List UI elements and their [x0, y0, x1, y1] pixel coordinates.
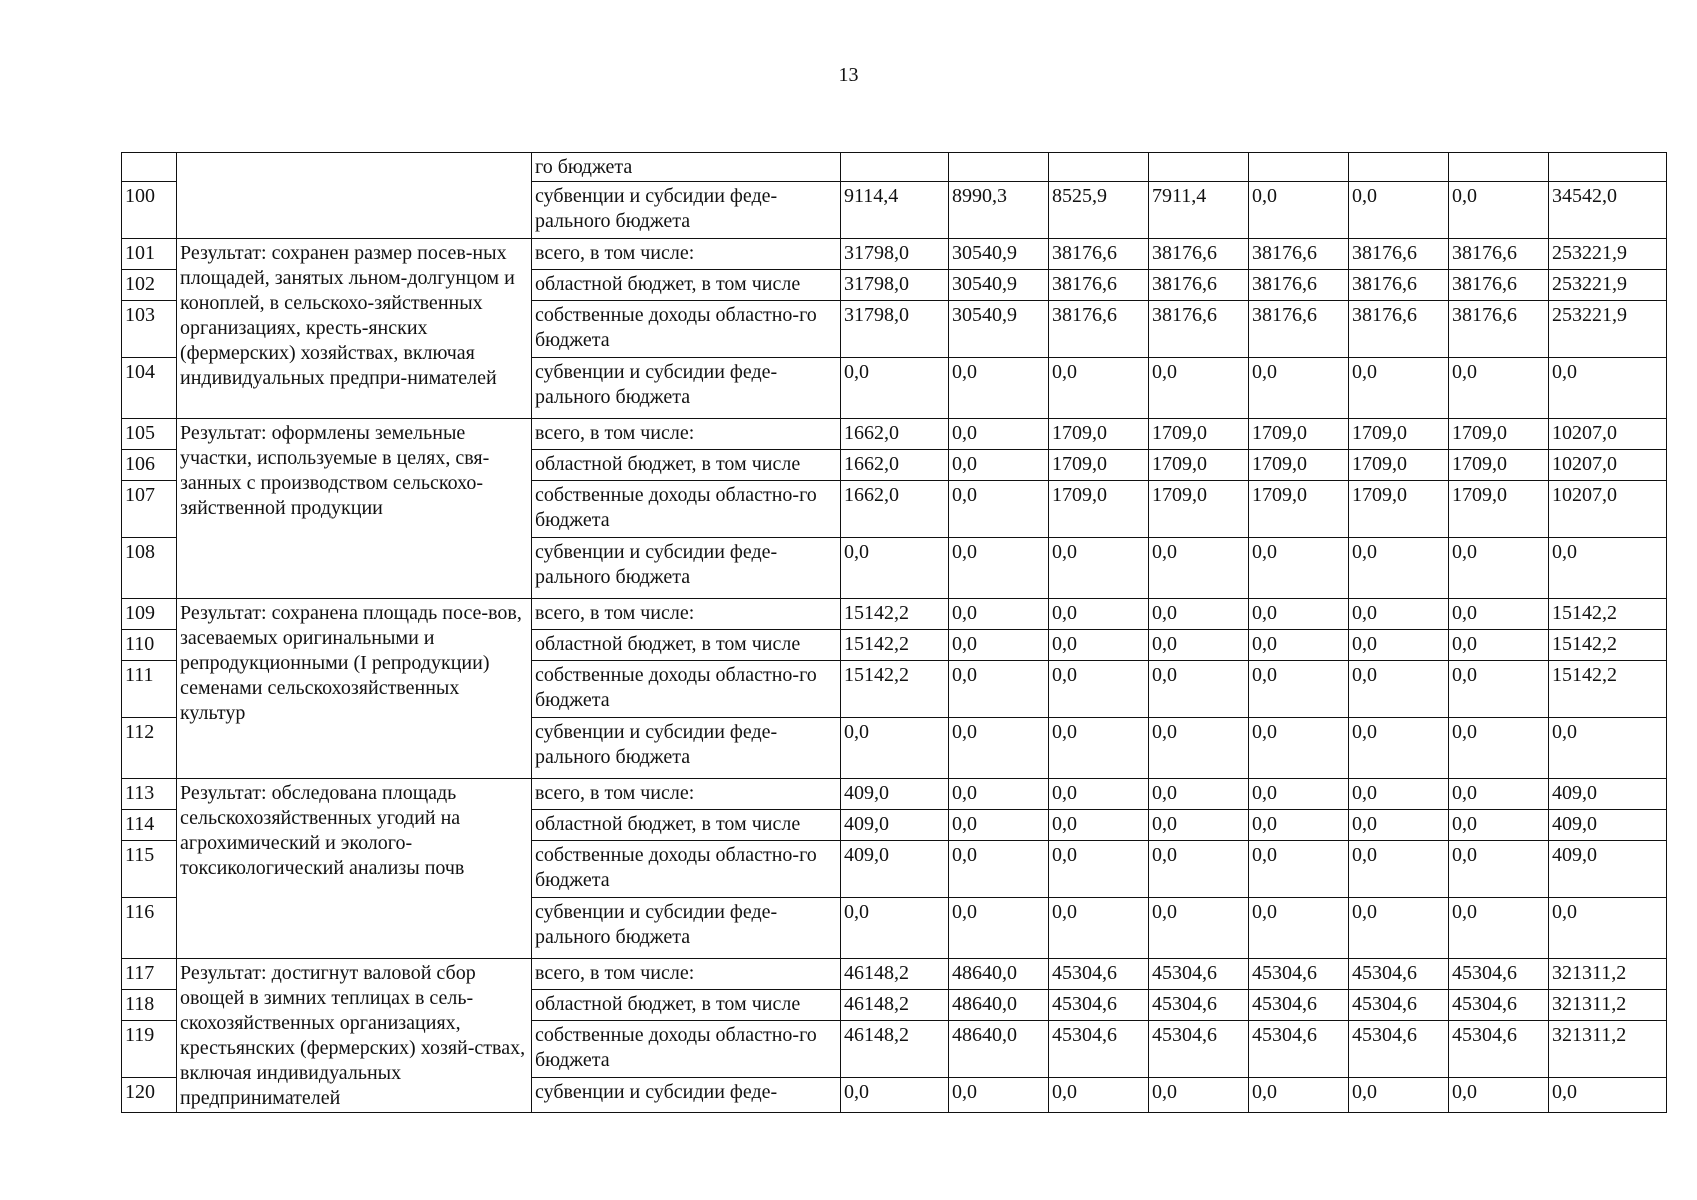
funding-source-label: субвенции и субсидии феде-ральноrо бюджета [532, 718, 841, 779]
value-cell: 1709,0 [1449, 481, 1549, 538]
value-cell: 409,0 [1549, 810, 1667, 841]
value-cell: 0,0 [1249, 718, 1349, 779]
value-cell: 1709,0 [1249, 481, 1349, 538]
value-cell: 1662,0 [841, 419, 949, 450]
funding-source-label: субвенции и субсидии феде-ральноrо бюджета [532, 182, 841, 239]
result-description: Результат: обследована площадь сельскохозяйственных угодий на агрохимический и эколого-токсикологический анализы почв [177, 779, 532, 959]
result-description: Результат: оформлены земельные участки, используемые в целях, свя-занных с производством сельскохо-зяйственной продукции [177, 419, 532, 599]
result-description [177, 153, 532, 239]
value-cell: 7911,4 [1149, 182, 1249, 239]
value-cell: 38176,6 [1149, 270, 1249, 301]
value-cell [841, 153, 949, 182]
value-cell: 321311,2 [1549, 959, 1667, 990]
value-cell: 15142,2 [841, 661, 949, 718]
value-cell: 10207,0 [1549, 419, 1667, 450]
value-cell: 0,0 [1549, 718, 1667, 779]
row-number: 103 [122, 301, 177, 358]
value-cell: 15142,2 [841, 630, 949, 661]
value-cell: 0,0 [1549, 358, 1667, 419]
value-cell: 0,0 [949, 898, 1049, 959]
value-cell: 8525,9 [1049, 182, 1149, 239]
value-cell: 30540,9 [949, 239, 1049, 270]
value-cell: 38176,6 [1449, 239, 1549, 270]
value-cell: 0,0 [1249, 538, 1349, 599]
row-number: 118 [122, 990, 177, 1021]
value-cell: 0,0 [1149, 599, 1249, 630]
value-cell: 45304,6 [1049, 959, 1149, 990]
value-cell: 0,0 [1349, 1078, 1449, 1113]
value-cell: 0,0 [1449, 779, 1549, 810]
row-number: 100 [122, 182, 177, 239]
value-cell: 1709,0 [1449, 419, 1549, 450]
funding-source-label: го бюджета [532, 153, 841, 182]
value-cell: 38176,6 [1149, 301, 1249, 358]
value-cell: 45304,6 [1349, 959, 1449, 990]
value-cell: 48640,0 [949, 1021, 1049, 1078]
row-number: 113 [122, 779, 177, 810]
value-cell: 45304,6 [1449, 1021, 1549, 1078]
value-cell: 0,0 [1049, 810, 1149, 841]
value-cell [1249, 153, 1349, 182]
value-cell: 8990,3 [949, 182, 1049, 239]
value-cell: 0,0 [1149, 661, 1249, 718]
value-cell: 1709,0 [1249, 419, 1349, 450]
value-cell: 0,0 [949, 661, 1049, 718]
row-number: 106 [122, 450, 177, 481]
value-cell: 38176,6 [1049, 301, 1149, 358]
value-cell: 0,0 [1149, 779, 1249, 810]
value-cell: 0,0 [1149, 718, 1249, 779]
value-cell: 0,0 [1549, 898, 1667, 959]
row-number: 104 [122, 358, 177, 419]
value-cell: 409,0 [841, 810, 949, 841]
value-cell: 0,0 [1049, 779, 1149, 810]
row-number: 111 [122, 661, 177, 718]
value-cell: 0,0 [1149, 1078, 1249, 1113]
value-cell: 1709,0 [1149, 419, 1249, 450]
result-description: Результат: достигнут валовой сбор овощей в зимних теплицах в сель-скохозяйственных организациях, крестьянских (фермерских) хозяй-ствах, включая индивидуальных предпринимателей [177, 959, 532, 1113]
funding-source-label: собственные доходы областно-го бюджета [532, 661, 841, 718]
value-cell: 0,0 [1049, 661, 1149, 718]
value-cell: 0,0 [1149, 810, 1249, 841]
value-cell: 1709,0 [1049, 481, 1149, 538]
value-cell: 0,0 [1349, 779, 1449, 810]
row-number: 114 [122, 810, 177, 841]
value-cell: 45304,6 [1349, 990, 1449, 1021]
value-cell: 409,0 [841, 779, 949, 810]
value-cell [1349, 153, 1449, 182]
value-cell: 38176,6 [1349, 270, 1449, 301]
table-row [122, 779, 1667, 810]
value-cell: 45304,6 [1449, 959, 1549, 990]
value-cell: 0,0 [841, 538, 949, 599]
value-cell: 0,0 [1349, 599, 1449, 630]
funding-source-label: собственные доходы областно-го бюджета [532, 481, 841, 538]
value-cell: 46148,2 [841, 959, 949, 990]
value-cell: 0,0 [841, 718, 949, 779]
value-cell: 409,0 [1549, 841, 1667, 898]
value-cell: 0,0 [1149, 358, 1249, 419]
value-cell: 9114,4 [841, 182, 949, 239]
funding-source-label: субвенции и субсидии феде-ральноrо бюджета [532, 898, 841, 959]
value-cell: 1662,0 [841, 481, 949, 538]
value-cell: 0,0 [1449, 661, 1549, 718]
value-cell: 1709,0 [1449, 450, 1549, 481]
row-number: 120 [122, 1078, 177, 1113]
funding-source-label: субвенции и субсидии феде-ральноrо бюджета [532, 358, 841, 419]
value-cell: 0,0 [1249, 661, 1349, 718]
funding-source-label: всего, в том числе: [532, 959, 841, 990]
value-cell: 0,0 [1349, 630, 1449, 661]
funding-source-label: собственные доходы областно-го бюджета [532, 841, 841, 898]
funding-source-label: областной бюджет, в том числе [532, 990, 841, 1021]
value-cell: 0,0 [1249, 810, 1349, 841]
value-cell [1449, 153, 1549, 182]
value-cell: 253221,9 [1549, 270, 1667, 301]
value-cell: 0,0 [1449, 718, 1549, 779]
value-cell: 0,0 [841, 1078, 949, 1113]
table-row [122, 599, 1667, 630]
row-number: 101 [122, 239, 177, 270]
value-cell: 0,0 [949, 481, 1049, 538]
value-cell: 38176,6 [1449, 301, 1549, 358]
value-cell: 0,0 [949, 630, 1049, 661]
value-cell: 0,0 [1349, 661, 1449, 718]
value-cell: 0,0 [1249, 599, 1349, 630]
value-cell: 321311,2 [1549, 1021, 1667, 1078]
value-cell: 0,0 [1449, 538, 1549, 599]
value-cell: 0,0 [949, 1078, 1049, 1113]
value-cell: 1709,0 [1049, 419, 1149, 450]
funding-source-label: всего, в том числе: [532, 599, 841, 630]
value-cell: 0,0 [1149, 630, 1249, 661]
value-cell: 0,0 [1049, 841, 1149, 898]
value-cell: 1662,0 [841, 450, 949, 481]
funding-source-label: областной бюджет, в том числе [532, 810, 841, 841]
row-number: 112 [122, 718, 177, 779]
table-row [122, 239, 1667, 270]
value-cell: 0,0 [1249, 898, 1349, 959]
row-number: 102 [122, 270, 177, 301]
value-cell: 45304,6 [1149, 959, 1249, 990]
funding-source-label: субвенции и субсидии феде-ральноrо бюджета [532, 538, 841, 599]
value-cell: 10207,0 [1549, 450, 1667, 481]
value-cell: 48640,0 [949, 990, 1049, 1021]
value-cell: 45304,6 [1249, 959, 1349, 990]
value-cell [1049, 153, 1149, 182]
value-cell: 0,0 [1449, 630, 1549, 661]
value-cell: 45304,6 [1249, 990, 1349, 1021]
value-cell: 0,0 [1349, 898, 1449, 959]
value-cell: 0,0 [1049, 1078, 1149, 1113]
value-cell: 0,0 [1549, 538, 1667, 599]
value-cell: 0,0 [949, 450, 1049, 481]
value-cell: 0,0 [1449, 182, 1549, 239]
value-cell: 46148,2 [841, 1021, 949, 1078]
value-cell: 1709,0 [1149, 450, 1249, 481]
value-cell: 0,0 [1249, 1078, 1349, 1113]
value-cell: 0,0 [1449, 358, 1549, 419]
value-cell: 0,0 [949, 419, 1049, 450]
value-cell: 30540,9 [949, 301, 1049, 358]
funding-source-label: собственные доходы областно-го бюджета [532, 301, 841, 358]
funding-source-label: собственные доходы областно-го бюджета [532, 1021, 841, 1078]
value-cell: 15142,2 [1549, 661, 1667, 718]
value-cell: 1709,0 [1249, 450, 1349, 481]
row-number: 119 [122, 1021, 177, 1078]
value-cell: 38176,6 [1049, 239, 1149, 270]
budget-table [121, 152, 1667, 1113]
value-cell: 48640,0 [949, 959, 1049, 990]
value-cell: 1709,0 [1149, 481, 1249, 538]
table-row [122, 959, 1667, 990]
result-description: Результат: сохранен размер посев-ных площадей, занятых льном-долгунцом и коноплей, в сельскохо-зяйственных организациях, кресть-янских (фермерских) хозяйствах, включая индивидуальных предпри-нимателей [177, 239, 532, 419]
funding-source-label: всего, в том числе: [532, 779, 841, 810]
table-row [122, 153, 1667, 182]
value-cell: 1709,0 [1049, 450, 1149, 481]
row-number: 108 [122, 538, 177, 599]
value-cell: 0,0 [1449, 1078, 1549, 1113]
page-number: 13 [838, 64, 859, 86]
value-cell: 38176,6 [1049, 270, 1149, 301]
value-cell: 0,0 [1249, 182, 1349, 239]
row-number [122, 153, 177, 182]
row-number: 115 [122, 841, 177, 898]
funding-source-label: областной бюджет, в том числе [532, 630, 841, 661]
value-cell: 0,0 [1449, 898, 1549, 959]
value-cell: 0,0 [1049, 718, 1149, 779]
row-number: 105 [122, 419, 177, 450]
value-cell: 45304,6 [1449, 990, 1549, 1021]
row-number: 109 [122, 599, 177, 630]
table-row [122, 419, 1667, 450]
value-cell [949, 153, 1049, 182]
value-cell: 31798,0 [841, 239, 949, 270]
funding-source-label: всего, в том числе: [532, 239, 841, 270]
value-cell: 34542,0 [1549, 182, 1667, 239]
value-cell: 0,0 [1449, 841, 1549, 898]
value-cell: 1709,0 [1349, 450, 1449, 481]
value-cell: 0,0 [1049, 599, 1149, 630]
value-cell: 0,0 [1049, 358, 1149, 419]
value-cell: 0,0 [949, 599, 1049, 630]
value-cell: 30540,9 [949, 270, 1049, 301]
value-cell [1149, 153, 1249, 182]
value-cell: 0,0 [1349, 358, 1449, 419]
value-cell: 38176,6 [1249, 301, 1349, 358]
value-cell: 1709,0 [1349, 481, 1449, 538]
value-cell: 38176,6 [1149, 239, 1249, 270]
value-cell: 38176,6 [1249, 270, 1349, 301]
value-cell: 15142,2 [1549, 599, 1667, 630]
value-cell: 0,0 [1549, 1078, 1667, 1113]
value-cell: 0,0 [949, 358, 1049, 419]
funding-source-label: всего, в том числе: [532, 419, 841, 450]
value-cell: 0,0 [1249, 779, 1349, 810]
value-cell [1549, 153, 1667, 182]
value-cell: 0,0 [1149, 841, 1249, 898]
value-cell: 15142,2 [1549, 630, 1667, 661]
value-cell: 409,0 [1549, 779, 1667, 810]
funding-source-label: областной бюджет, в том числе [532, 270, 841, 301]
row-number: 110 [122, 630, 177, 661]
value-cell: 0,0 [949, 810, 1049, 841]
value-cell: 0,0 [1049, 538, 1149, 599]
value-cell: 38176,6 [1449, 270, 1549, 301]
value-cell: 0,0 [949, 718, 1049, 779]
value-cell: 0,0 [1049, 630, 1149, 661]
value-cell: 0,0 [841, 898, 949, 959]
value-cell: 45304,6 [1249, 1021, 1349, 1078]
value-cell: 0,0 [1349, 182, 1449, 239]
value-cell: 31798,0 [841, 301, 949, 358]
funding-source-label: субвенции и субсидии феде- [532, 1078, 841, 1113]
value-cell: 0,0 [1149, 538, 1249, 599]
value-cell: 321311,2 [1549, 990, 1667, 1021]
value-cell: 0,0 [1349, 538, 1449, 599]
value-cell: 0,0 [841, 358, 949, 419]
value-cell: 0,0 [1049, 898, 1149, 959]
value-cell: 0,0 [1149, 898, 1249, 959]
value-cell: 0,0 [949, 779, 1049, 810]
value-cell: 15142,2 [841, 599, 949, 630]
value-cell: 0,0 [949, 538, 1049, 599]
value-cell: 0,0 [1349, 810, 1449, 841]
value-cell: 38176,6 [1349, 301, 1449, 358]
row-number: 116 [122, 898, 177, 959]
value-cell: 10207,0 [1549, 481, 1667, 538]
value-cell: 45304,6 [1149, 990, 1249, 1021]
value-cell: 46148,2 [841, 990, 949, 1021]
result-description: Результат: сохранена площадь посе-вов, засеваемых оригинальными и репродукционными (I репродукции) семенами сельскохозяйственных культур [177, 599, 532, 779]
value-cell: 0,0 [949, 841, 1049, 898]
row-number: 117 [122, 959, 177, 990]
value-cell: 253221,9 [1549, 239, 1667, 270]
value-cell: 409,0 [841, 841, 949, 898]
value-cell: 0,0 [1349, 718, 1449, 779]
value-cell: 0,0 [1249, 358, 1349, 419]
value-cell: 0,0 [1249, 841, 1349, 898]
value-cell: 31798,0 [841, 270, 949, 301]
value-cell: 0,0 [1349, 841, 1449, 898]
value-cell: 253221,9 [1549, 301, 1667, 358]
value-cell: 0,0 [1449, 599, 1549, 630]
value-cell: 45304,6 [1349, 1021, 1449, 1078]
value-cell: 45304,6 [1049, 990, 1149, 1021]
row-number: 107 [122, 481, 177, 538]
value-cell: 45304,6 [1149, 1021, 1249, 1078]
value-cell: 38176,6 [1349, 239, 1449, 270]
funding-source-label: областной бюджет, в том числе [532, 450, 841, 481]
value-cell: 1709,0 [1349, 419, 1449, 450]
value-cell: 0,0 [1449, 810, 1549, 841]
value-cell: 38176,6 [1249, 239, 1349, 270]
value-cell: 45304,6 [1049, 1021, 1149, 1078]
value-cell: 0,0 [1249, 630, 1349, 661]
